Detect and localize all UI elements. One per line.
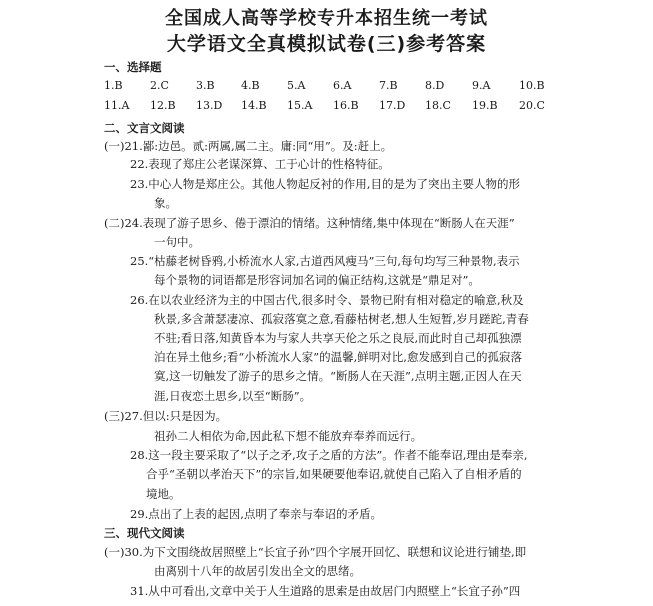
answer-key-title: 大学语文全真模拟试卷(三)参考答案 (166, 33, 487, 55)
answer-line: 29.点出了上表的起因,点明了奉亲与奉诏的矛盾。 (130, 507, 382, 521)
answer-line: (一)30.为下文围绕故居照壁上“长宜子孙”四个字展开回忆、联想和议论进行铺垫,即 (104, 545, 527, 559)
mc-answer: 16.B (333, 99, 359, 112)
answer-line: 涯,日夜恋土思乡,以至“断肠”。 (154, 389, 312, 403)
answer-line: 秋景,多含萧瑟凄凉、孤寂落寞之意,看藤枯树老,想人生短暂,岁月蹉跎,青春 (154, 312, 529, 326)
mc-answer: 8.D (425, 79, 445, 92)
answer-line: 由离别十八年的故居引发出全文的思绪。 (154, 564, 361, 578)
answer-line: 26.在以农业经济为主的中国古代,很多时令、景物已附有相对稳定的喻意,秋及 (130, 293, 524, 307)
exam-title: 全国成人高等学校专升本招生统一考试 (165, 8, 488, 29)
answer-line: 象。 (154, 196, 177, 210)
section-heading-modern: 三、现代文阅读 (104, 526, 185, 540)
answer-line: 22.表现了郑庄公老谋深算、工于心计的性格特征。 (130, 157, 390, 171)
mc-answer: 1.B (104, 79, 123, 92)
answer-line: 一句中。 (154, 235, 200, 249)
mc-answer: 13.D (196, 99, 223, 112)
mc-answer: 5.A (287, 79, 306, 92)
mc-answer: 10.B (519, 79, 545, 92)
mc-answer: 2.C (150, 79, 169, 92)
section-heading-choice: 一、选择题 (104, 60, 162, 74)
answer-line: 31.从中可看出,文章中关于人生道路的思索是由故居门内照壁上“长宜子孙”四 (130, 584, 521, 598)
answer-line: (一)21.鄙:边邑。贰:两属,属二主。庸:同“用”。及:赶上。 (104, 139, 393, 153)
answer-line: 寞,这一切触发了游子的思乡之情。“断肠人在天涯”,点明主题,正因人在天 (154, 369, 522, 383)
mc-answer: 7.B (379, 79, 398, 92)
mc-answer: 12.B (150, 99, 176, 112)
answer-line: 23.中心人物是郑庄公。其他人物起反衬的作用,目的是为了突出主要人物的形 (130, 177, 520, 191)
mc-answer: 4.B (241, 79, 260, 92)
mc-answer: 9.A (472, 79, 491, 92)
answer-line: 合乎“圣朝以孝治天下”的宗旨,如果硬要他奉诏,就使自己陷入了自相矛盾的 (146, 467, 522, 481)
answer-line: 28.这一段主要采取了“以子之矛,攻子之盾的方法”。作者不能奉诏,理由是奉亲, (130, 448, 528, 462)
mc-answer: 17.D (379, 99, 406, 112)
mc-answer: 14.B (241, 99, 267, 112)
mc-answer: 3.B (196, 79, 215, 92)
mc-answer: 15.A (287, 99, 313, 112)
mc-answer: 11.A (104, 99, 130, 112)
answer-line: 泊在异土他乡;看“小桥流水人家”的温馨,鲜明对比,愈发感到自己的孤寂落 (154, 350, 522, 364)
mc-answer: 20.C (519, 99, 545, 112)
mc-answer: 18.C (425, 99, 451, 112)
answer-line: 境地。 (146, 487, 181, 501)
answer-line: 祖孙二人相依为命,因此私下想不能放弃奉养而远行。 (154, 429, 423, 443)
answer-line: 不驻;看日落,知黄昏本为与家人共享天伦之乐之良辰,而此时自己却孤独漂 (154, 331, 522, 345)
answer-line: (二)24.表现了游子思乡、倦于漂泊的情绪。这种情绪,集中体现在“断肠人在天涯” (104, 216, 515, 230)
mc-answer: 19.B (472, 99, 498, 112)
mc-answer: 6.A (333, 79, 352, 92)
answer-line: (三)27.但以:只是因为。 (104, 409, 228, 423)
answer-line: 每个景物的词语都是形容词加名词的偏正结构,这就是“鼎足对”。 (154, 273, 480, 287)
section-heading-classical: 二、文言文阅读 (104, 121, 185, 135)
answer-line: 25.“枯藤老树昏鸦,小桥流水人家,古道西风瘦马”三句,每句均写三种景物,表示 (130, 254, 520, 268)
